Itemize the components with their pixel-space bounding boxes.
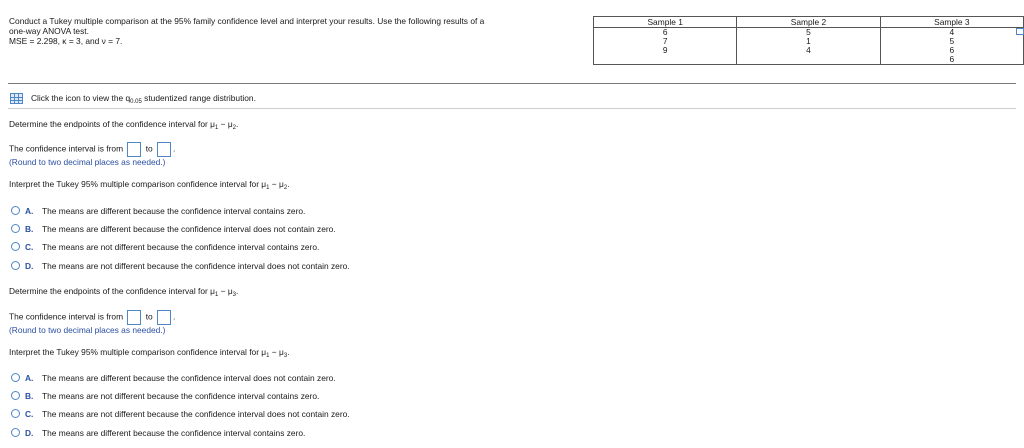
part2-option-text[interactable]: The means are different because the confidence interval does not contain zero. [42,373,336,383]
prompt-subscript: 2 [283,185,288,191]
lower-endpoint-input[interactable] [127,310,141,325]
part1-option-c-radio[interactable] [11,242,20,251]
part1-option-letter: C. [25,242,34,252]
data-table [593,16,1024,65]
table-header: Sample 2 [737,17,880,28]
to-label: to [145,143,153,154]
part1-option-text[interactable]: The means are different because the confidence interval contains zero. [42,206,306,216]
part2-option-letter: C. [25,409,34,419]
part2-option-text[interactable]: The means are not different because the confidence interval does not contain zero. [42,409,350,419]
divider [8,108,1016,109]
part2-option-c-radio[interactable] [11,409,20,418]
upper-endpoint-input[interactable] [157,310,171,325]
part1-option-a-radio[interactable] [11,206,20,215]
part1-option-text[interactable]: The means are different because the confidence interval does not contain zero. [42,224,336,234]
table-cell [594,55,737,65]
prompt-subscript: 2 [232,125,237,131]
prompt-subscript: 1 [266,353,270,359]
period: . [173,311,176,322]
part2-option-a-radio[interactable] [11,373,20,382]
table-cell: 5 [880,37,1023,46]
problem-line-3: MSE = 2.298, κ = 3, and ν = 7. [9,36,123,46]
copy-icon[interactable] [1016,28,1024,35]
part1-option-b-radio[interactable] [11,224,20,233]
prompt-text: − μ [269,179,284,189]
part2-option-letter: D. [25,428,34,438]
prompt-text: Determine the endpoints of the confidence interval for μ [9,119,215,129]
part1-option-d-radio[interactable] [11,261,20,270]
part2-round-note: (Round to two decimal places as needed.) [9,325,166,335]
table-cell: 4 [880,28,1023,38]
table-cell: 6 [594,28,737,38]
table-cell: 7 [594,37,737,46]
prompt-text: − μ [218,286,233,296]
prompt-text: . [287,347,290,357]
prompt-text: . [287,179,290,189]
table-cell: 4 [737,46,880,55]
part2-interval-row [9,310,175,325]
table-cell: 6 [880,46,1023,55]
table-header: Sample 3 [880,17,1023,28]
link-text-end: studentized range distribution. [141,93,256,103]
part2-option-d-radio[interactable] [11,428,20,437]
part2-option-b-radio[interactable] [11,391,20,400]
part1-option-text[interactable]: The means are not different because the confidence interval does not contain zero. [42,261,350,271]
link-text: Click the icon to view the q [31,93,131,103]
table-header: Sample 1 [594,17,737,28]
part1-interpret-prompt [9,179,290,191]
problem-line-1: Conduct a Tukey multiple comparison at the 95% family confidence level and interpret your results. Use the following results of a [9,16,485,26]
prompt-subscript: 3 [283,353,288,359]
table-cell: 9 [594,46,737,55]
part2-option-text[interactable]: The means are not different because the confidence interval contains zero. [42,391,320,401]
distribution-link[interactable] [31,93,256,105]
interval-label: The confidence interval is from [9,311,124,322]
link-subscript: 0.05 [130,99,142,105]
interval-label: The confidence interval is from [9,143,124,154]
part2-endpoints-prompt [9,286,238,298]
part1-interval-row [9,142,175,157]
prompt-text: Interpret the Tukey 95% multiple comparison confidence interval for μ [9,179,267,189]
prompt-text: − μ [269,347,284,357]
period: . [173,143,176,154]
prompt-text: Determine the endpoints of the confidence interval for μ [9,286,215,296]
part2-option-letter: A. [25,373,34,383]
part2-interpret-prompt [9,347,290,359]
prompt-subscript: 1 [214,292,219,298]
prompt-text: Interpret the Tukey 95% multiple comparison confidence interval for μ [9,347,267,357]
table-icon[interactable] [10,93,23,104]
part1-option-letter: A. [25,206,34,216]
divider [8,83,1016,84]
prompt-subscript: 3 [232,292,237,298]
part1-option-text[interactable]: The means are not different because the confidence interval contains zero. [42,242,320,252]
part1-round-note: (Round to two decimal places as needed.) [9,157,166,167]
upper-endpoint-input[interactable] [157,142,171,157]
part2-option-text[interactable]: The means are different because the confidence interval contains zero. [42,428,306,438]
part2-option-letter: B. [25,391,34,401]
prompt-text: . [236,119,239,129]
table-cell: 1 [737,37,880,46]
to-label: to [145,311,153,322]
problem-line-2: one-way ANOVA test. [9,26,89,36]
part1-option-letter: B. [25,224,34,234]
prompt-text: . [236,286,239,296]
table-cell [737,55,880,65]
part1-endpoints-prompt [9,119,238,131]
table-cell: 5 [737,28,880,38]
prompt-subscript: 1 [214,125,219,131]
part1-option-letter: D. [25,261,34,271]
table-cell: 6 [880,55,1023,65]
prompt-text: − μ [218,119,233,129]
lower-endpoint-input[interactable] [127,142,141,157]
prompt-subscript: 1 [266,185,270,191]
